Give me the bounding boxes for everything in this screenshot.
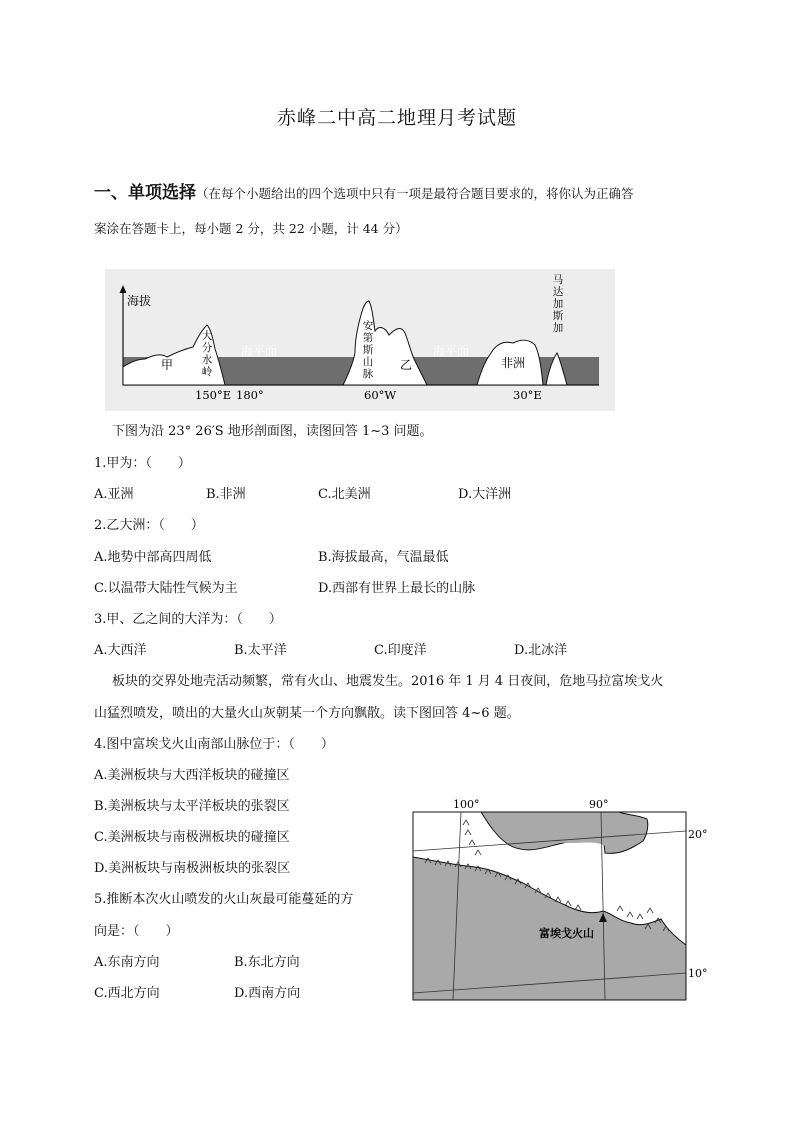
volcano-label: 富埃戈火山	[539, 927, 594, 940]
label-madagascar: 马达加斯加	[552, 274, 564, 334]
q3-options	[94, 639, 714, 657]
intro-profile: 下图为沿 23° 26′S 地形剖面图，读图回答 1~3 问题。	[112, 424, 433, 439]
q2-stem: 2.乙大洲：（ ）	[94, 518, 204, 533]
q5-option-a[interactable]: A.东南方向	[94, 955, 160, 970]
q1-option-b[interactable]: B.非洲	[206, 487, 246, 502]
q2-option-c[interactable]: C.以温带大陆性气候为主	[94, 581, 238, 596]
terrain-profile-figure	[105, 269, 615, 411]
q4-option-d[interactable]: D.美洲板块与南极洲板块的张裂区	[94, 861, 291, 876]
longitude-label-150e: 150°E	[195, 388, 232, 402]
intro-volcano-line2: 山猛烈喷发，喷出的大量火山灰朝某一个方向飘散。读下图回答 4~6 题。	[94, 706, 520, 721]
label-andes: 安第斯山脉	[362, 320, 374, 380]
q3-option-d[interactable]: D.北冰洋	[514, 643, 568, 658]
q4-stem: 4.图中富埃戈火山南部山脉位于：（ ）	[94, 737, 334, 752]
section-heading	[94, 178, 634, 203]
lat-label-10: 10°	[688, 967, 708, 980]
q3-option-a[interactable]: A.大西洋	[94, 643, 147, 658]
volcano-map-figure	[405, 795, 717, 1005]
label-great-dividing-range: 大分水岭	[201, 330, 213, 378]
q5-stem-line2: 向是：（ ）	[94, 924, 179, 939]
section-title: 一、单项选择	[94, 183, 196, 203]
longitude-label-180: 180°	[236, 388, 264, 402]
label-jia: 甲	[161, 358, 174, 372]
label-sea-level-2: 海平面	[433, 344, 470, 358]
q2-option-b[interactable]: B.海拔最高，气温最低	[318, 550, 449, 565]
q1-stem: 1.甲为：（ ）	[94, 456, 191, 471]
q5-stem-line1: 5.推断本次火山喷发的火山灰最可能蔓延的方	[94, 892, 354, 907]
lon-label-90: 90°	[589, 798, 609, 811]
section-note-line2: 案涂在答题卡上，每小题 2 分，共 22 小题，计 44 分）	[94, 221, 408, 236]
section-note-line1: （在每个小题给出的四个选项中只有一项是最符合题目要求的，将你认为正确答	[196, 186, 634, 201]
q3-option-c[interactable]: C.印度洋	[374, 643, 427, 658]
q2-options-row1	[94, 546, 714, 564]
q2-options-row2	[94, 577, 714, 595]
longitude-label-60w: 60°W	[364, 388, 397, 402]
q1-option-d[interactable]: D.大洋洲	[458, 487, 512, 502]
q2-option-d[interactable]: D.西部有世界上最长的山脉	[318, 581, 476, 596]
lat-label-20: 20°	[688, 828, 708, 841]
q2-option-a[interactable]: A.地势中部高四周低	[94, 550, 212, 565]
label-africa: 非洲	[501, 356, 526, 370]
label-yi: 乙	[400, 358, 413, 372]
q1-option-c[interactable]: C.北美洲	[318, 487, 371, 502]
q4-option-c[interactable]: C.美洲板块与南极洲板块的碰撞区	[94, 830, 290, 845]
q3-stem: 3.甲、乙之间的大洋为：（ ）	[94, 612, 282, 627]
lon-label-100: 100°	[453, 798, 480, 811]
q1-options	[94, 483, 714, 501]
q4-option-a[interactable]: A.美洲板块与大西洋板块的碰撞区	[94, 768, 290, 783]
q4-option-b[interactable]: B.美洲板块与太平洋板块的张裂区	[94, 799, 290, 814]
page-title: 赤峰二中高二地理月考试题	[276, 107, 517, 129]
y-axis-label: 海拔	[127, 294, 152, 308]
label-sea-level-1: 海平面	[241, 344, 278, 358]
q5-options-row1	[94, 951, 394, 969]
q1-option-a[interactable]: A.亚洲	[94, 487, 134, 502]
intro-volcano-line1: 板块的交界处地壳活动频繁，常有火山、地震发生。2016 年 1 月 4 日夜间，危地马拉富埃戈火	[112, 674, 664, 689]
q3-option-b[interactable]: B.太平洋	[234, 643, 287, 658]
q5-option-d[interactable]: D.西南方向	[234, 986, 301, 1001]
longitude-label-30e: 30°E	[513, 388, 542, 402]
q5-option-c[interactable]: C.西北方向	[94, 986, 160, 1001]
q5-option-b[interactable]: B.东北方向	[234, 955, 300, 970]
q5-options-row2	[94, 982, 394, 1000]
